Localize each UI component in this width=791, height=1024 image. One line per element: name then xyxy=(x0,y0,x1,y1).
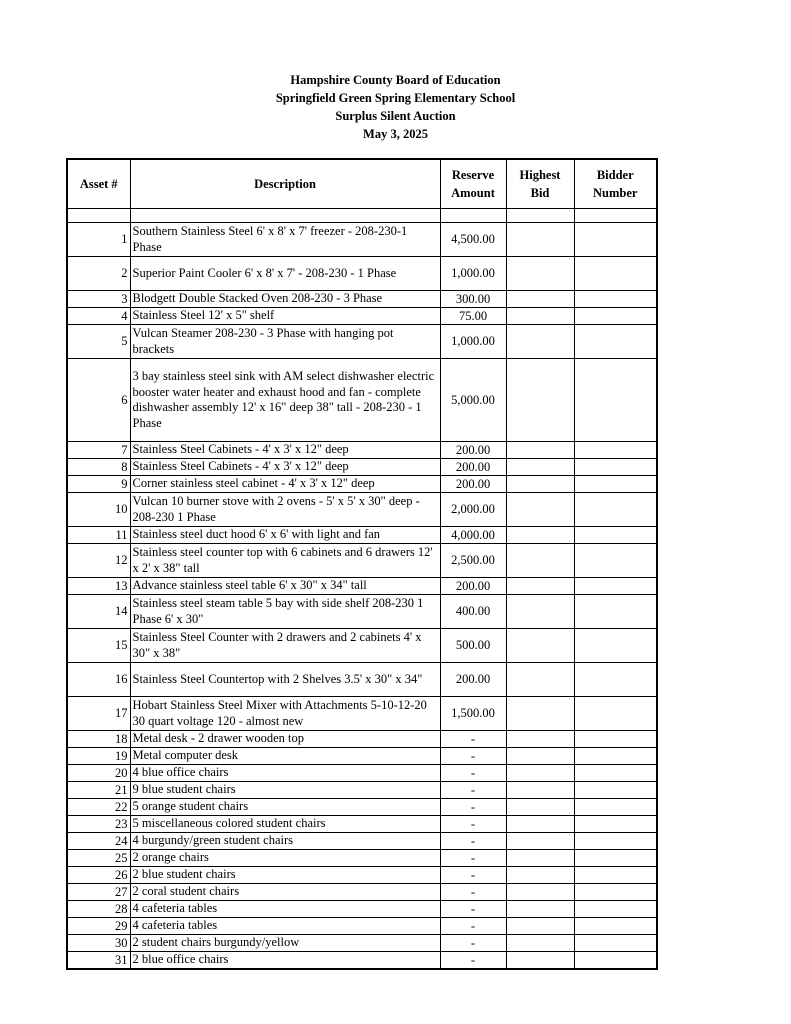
reserve-amount-cell: - xyxy=(440,901,506,918)
header-event: Surplus Silent Auction xyxy=(335,109,456,123)
header-school: Springfield Green Spring Elementary School xyxy=(275,91,516,105)
bidder-number-cell[interactable] xyxy=(574,952,657,970)
reserve-amount-cell: - xyxy=(440,867,506,884)
bidder-number-cell[interactable] xyxy=(574,578,657,595)
table-row xyxy=(67,459,657,476)
bidder-number-cell[interactable] xyxy=(574,850,657,867)
description-cell: Advance stainless steel table 6' x 30" x 34" tall xyxy=(130,578,440,595)
bidder-number-cell[interactable] xyxy=(574,308,657,325)
reserve-amount-cell: 200.00 xyxy=(440,663,506,697)
reserve-amount-cell: 400.00 xyxy=(440,595,506,629)
description-cell: Stainless Steel Counter with 2 drawers and 2 cabinets 4' x 30" x 38" xyxy=(130,629,440,663)
highest-bid-cell[interactable] xyxy=(506,325,574,359)
asset-number-cell: 31 xyxy=(67,952,130,970)
highest-bid-cell[interactable] xyxy=(506,476,574,493)
asset-number-cell: 12 xyxy=(67,544,130,578)
asset-number-cell: 10 xyxy=(67,493,130,527)
reserve-amount-cell: 75.00 xyxy=(440,308,506,325)
table-row xyxy=(67,629,657,663)
table-row xyxy=(67,918,657,935)
highest-bid-cell[interactable] xyxy=(506,799,574,816)
asset-number-cell: 19 xyxy=(67,748,130,765)
description-cell: Vulcan Steamer 208-230 - 3 Phase with hanging pot brackets xyxy=(130,325,440,359)
asset-number-cell: 29 xyxy=(67,918,130,935)
column-header-reserve: Reserve Amount xyxy=(440,159,506,209)
highest-bid-cell[interactable] xyxy=(506,918,574,935)
reserve-amount-cell: - xyxy=(440,748,506,765)
bidder-number-cell[interactable] xyxy=(574,257,657,291)
header-date: May 3, 2025 xyxy=(363,127,428,141)
reserve-amount-cell: 4,000.00 xyxy=(440,527,506,544)
table-row xyxy=(67,884,657,901)
highest-bid-cell[interactable] xyxy=(506,459,574,476)
highest-bid-cell[interactable] xyxy=(506,850,574,867)
column-header-asset: Asset # xyxy=(67,159,130,209)
table-row xyxy=(67,901,657,918)
table-row xyxy=(67,325,657,359)
highest-bid-cell[interactable] xyxy=(506,257,574,291)
table-row xyxy=(67,291,657,308)
asset-number-cell: 3 xyxy=(67,291,130,308)
highest-bid-cell[interactable] xyxy=(506,359,574,442)
table-row xyxy=(67,765,657,782)
asset-number-cell: 11 xyxy=(67,527,130,544)
table-header-row xyxy=(67,159,657,209)
table-row xyxy=(67,223,657,257)
bidder-number-cell[interactable] xyxy=(574,442,657,459)
asset-number-cell: 30 xyxy=(67,935,130,952)
description-cell: Stainless Steel Countertop with 2 Shelves 3.5' x 30" x 34" xyxy=(130,663,440,697)
asset-number-cell: 28 xyxy=(67,901,130,918)
reserve-amount-cell: 1,000.00 xyxy=(440,325,506,359)
document-header xyxy=(0,71,791,143)
bidder-number-cell[interactable] xyxy=(574,359,657,442)
table-row xyxy=(67,493,657,527)
description-cell: 4 blue office chairs xyxy=(130,765,440,782)
description-cell: Stainless steel duct hood 6' x 6' with light and fan xyxy=(130,527,440,544)
bidder-number-cell[interactable] xyxy=(574,697,657,731)
reserve-amount-cell: - xyxy=(440,850,506,867)
table-row xyxy=(67,935,657,952)
description-cell: Metal desk - 2 drawer wooden top xyxy=(130,731,440,748)
description-cell: 2 blue office chairs xyxy=(130,952,440,970)
asset-number-cell: 13 xyxy=(67,578,130,595)
highest-bid-cell[interactable] xyxy=(506,442,574,459)
reserve-amount-cell: 4,500.00 xyxy=(440,223,506,257)
table-row xyxy=(67,578,657,595)
table-row xyxy=(67,748,657,765)
column-header-highest-bid: Highest Bid xyxy=(506,159,574,209)
bidder-number-cell[interactable] xyxy=(574,748,657,765)
description-cell: 3 bay stainless steel sink with AM select dishwasher electric booster water heater and exhaust hood and fan - complete dishwasher assembly 12' x 16" deep 38" tall - 208-230 - 1 Phase xyxy=(130,359,440,442)
description-cell: 5 miscellaneous colored student chairs xyxy=(130,816,440,833)
highest-bid-cell[interactable] xyxy=(506,629,574,663)
table-row xyxy=(67,359,657,442)
table-body xyxy=(67,209,657,970)
highest-bid-cell[interactable] xyxy=(506,308,574,325)
table-row xyxy=(67,595,657,629)
reserve-amount-cell: 5,000.00 xyxy=(440,359,506,442)
bidder-number-cell[interactable] xyxy=(574,782,657,799)
description-cell: Stainless steel counter top with 6 cabinets and 6 drawers 12' x 2' x 38" tall xyxy=(130,544,440,578)
description-cell: Vulcan 10 burner stove with 2 ovens - 5' x 5' x 30" deep - 208-230 1 Phase xyxy=(130,493,440,527)
bidder-number-cell[interactable] xyxy=(574,544,657,578)
table-row xyxy=(67,816,657,833)
bidder-number-cell[interactable] xyxy=(574,884,657,901)
asset-number-cell: 1 xyxy=(67,223,130,257)
highest-bid-cell[interactable] xyxy=(506,765,574,782)
bidder-number-cell[interactable] xyxy=(574,291,657,308)
highest-bid-cell[interactable] xyxy=(506,867,574,884)
description-cell: 9 blue student chairs xyxy=(130,782,440,799)
asset-number-cell: 4 xyxy=(67,308,130,325)
description-cell: Hobart Stainless Steel Mixer with Attachments 5-10-12-20 30 quart voltage 120 - almost new xyxy=(130,697,440,731)
table-row xyxy=(67,833,657,850)
highest-bid-cell[interactable] xyxy=(506,884,574,901)
bidder-number-cell[interactable] xyxy=(574,459,657,476)
highest-bid-cell[interactable] xyxy=(506,663,574,697)
reserve-amount-cell: - xyxy=(440,731,506,748)
table-row xyxy=(67,544,657,578)
reserve-amount-cell: 1,500.00 xyxy=(440,697,506,731)
bidder-number-cell[interactable] xyxy=(574,918,657,935)
reserve-amount-cell: - xyxy=(440,918,506,935)
asset-number-cell: 8 xyxy=(67,459,130,476)
highest-bid-cell[interactable] xyxy=(506,223,574,257)
reserve-amount-cell: 300.00 xyxy=(440,291,506,308)
reserve-amount-cell: 2,000.00 xyxy=(440,493,506,527)
highest-bid-cell[interactable] xyxy=(506,731,574,748)
table-row xyxy=(67,697,657,731)
table-row xyxy=(67,850,657,867)
bidder-number-cell[interactable] xyxy=(574,595,657,629)
bidder-number-cell[interactable] xyxy=(574,816,657,833)
description-cell: 4 cafeteria tables xyxy=(130,918,440,935)
highest-bid-cell[interactable] xyxy=(506,578,574,595)
asset-number-cell: 5 xyxy=(67,325,130,359)
column-header-description: Description xyxy=(130,159,440,209)
asset-number-cell: 15 xyxy=(67,629,130,663)
description-cell: 2 orange chairs xyxy=(130,850,440,867)
asset-number-cell: 27 xyxy=(67,884,130,901)
highest-bid-cell[interactable] xyxy=(506,833,574,850)
table-row xyxy=(67,867,657,884)
bidder-number-cell[interactable] xyxy=(574,901,657,918)
description-cell: 2 blue student chairs xyxy=(130,867,440,884)
table-row xyxy=(67,476,657,493)
highest-bid-cell[interactable] xyxy=(506,782,574,799)
bidder-number-cell[interactable] xyxy=(574,935,657,952)
reserve-amount-cell: - xyxy=(440,816,506,833)
highest-bid-cell[interactable] xyxy=(506,901,574,918)
highest-bid-cell[interactable] xyxy=(506,935,574,952)
asset-number-cell: 14 xyxy=(67,595,130,629)
description-cell: Southern Stainless Steel 6' x 8' x 7' freezer - 208-230-1 Phase xyxy=(130,223,440,257)
description-cell: Stainless Steel 12' x 5" shelf xyxy=(130,308,440,325)
asset-number-cell: 23 xyxy=(67,816,130,833)
reserve-amount-cell: - xyxy=(440,765,506,782)
description-cell: 2 student chairs burgundy/yellow xyxy=(130,935,440,952)
column-header-bidder-number: Bidder Number xyxy=(574,159,657,209)
reserve-amount-cell: - xyxy=(440,884,506,901)
highest-bid-cell[interactable] xyxy=(506,544,574,578)
header-organization: Hampshire County Board of Education xyxy=(290,73,501,87)
reserve-amount-cell: - xyxy=(440,952,506,970)
reserve-amount-cell: 2,500.00 xyxy=(440,544,506,578)
bidder-number-cell[interactable] xyxy=(574,867,657,884)
highest-bid-cell[interactable] xyxy=(506,291,574,308)
asset-number-cell: 16 xyxy=(67,663,130,697)
asset-number-cell: 24 xyxy=(67,833,130,850)
reserve-amount-cell: - xyxy=(440,833,506,850)
highest-bid-cell[interactable] xyxy=(506,595,574,629)
bidder-number-cell[interactable] xyxy=(574,629,657,663)
description-cell: Stainless Steel Cabinets - 4' x 3' x 12" deep xyxy=(130,442,440,459)
bidder-number-cell[interactable] xyxy=(574,731,657,748)
reserve-amount-cell: - xyxy=(440,935,506,952)
spacer-row xyxy=(67,209,657,223)
bidder-number-cell[interactable] xyxy=(574,493,657,527)
asset-number-cell: 17 xyxy=(67,697,130,731)
bidder-number-cell[interactable] xyxy=(574,799,657,816)
table-row xyxy=(67,799,657,816)
bidder-number-cell[interactable] xyxy=(574,765,657,782)
description-cell: 2 coral student chairs xyxy=(130,884,440,901)
highest-bid-cell[interactable] xyxy=(506,816,574,833)
table-row xyxy=(67,527,657,544)
reserve-amount-cell: 200.00 xyxy=(440,442,506,459)
description-cell: 5 orange student chairs xyxy=(130,799,440,816)
table-row xyxy=(67,782,657,799)
highest-bid-cell[interactable] xyxy=(506,527,574,544)
asset-number-cell: 6 xyxy=(67,359,130,442)
description-cell: 4 cafeteria tables xyxy=(130,901,440,918)
table-row xyxy=(67,257,657,291)
description-cell: Metal computer desk xyxy=(130,748,440,765)
highest-bid-cell[interactable] xyxy=(506,493,574,527)
description-cell: Stainless steel steam table 5 bay with side shelf 208-230 1 Phase 6' x 30" xyxy=(130,595,440,629)
highest-bid-cell[interactable] xyxy=(506,697,574,731)
asset-number-cell: 18 xyxy=(67,731,130,748)
description-cell: Stainless Steel Cabinets - 4' x 3' x 12" deep xyxy=(130,459,440,476)
bidder-number-cell[interactable] xyxy=(574,833,657,850)
bidder-number-cell[interactable] xyxy=(574,223,657,257)
asset-number-cell: 26 xyxy=(67,867,130,884)
description-cell: 4 burgundy/green student chairs xyxy=(130,833,440,850)
reserve-amount-cell: 200.00 xyxy=(440,578,506,595)
reserve-amount-cell: 500.00 xyxy=(440,629,506,663)
table-row xyxy=(67,663,657,697)
asset-number-cell: 2 xyxy=(67,257,130,291)
reserve-amount-cell: - xyxy=(440,799,506,816)
table-row xyxy=(67,952,657,970)
highest-bid-cell[interactable] xyxy=(506,748,574,765)
asset-number-cell: 21 xyxy=(67,782,130,799)
description-cell: Corner stainless steel cabinet - 4' x 3' x 12" deep xyxy=(130,476,440,493)
reserve-amount-cell: - xyxy=(440,782,506,799)
reserve-amount-cell: 200.00 xyxy=(440,459,506,476)
highest-bid-cell[interactable] xyxy=(506,952,574,970)
reserve-amount-cell: 200.00 xyxy=(440,476,506,493)
table-row xyxy=(67,442,657,459)
description-cell: Blodgett Double Stacked Oven 208-230 - 3 Phase xyxy=(130,291,440,308)
asset-number-cell: 9 xyxy=(67,476,130,493)
bidder-number-cell[interactable] xyxy=(574,527,657,544)
bidder-number-cell[interactable] xyxy=(574,476,657,493)
auction-table xyxy=(66,158,658,970)
bidder-number-cell[interactable] xyxy=(574,663,657,697)
table-row xyxy=(67,731,657,748)
table-row xyxy=(67,308,657,325)
asset-number-cell: 20 xyxy=(67,765,130,782)
bidder-number-cell[interactable] xyxy=(574,325,657,359)
asset-number-cell: 7 xyxy=(67,442,130,459)
reserve-amount-cell: 1,000.00 xyxy=(440,257,506,291)
description-cell: Superior Paint Cooler 6' x 8' x 7' - 208-230 - 1 Phase xyxy=(130,257,440,291)
asset-number-cell: 22 xyxy=(67,799,130,816)
asset-number-cell: 25 xyxy=(67,850,130,867)
